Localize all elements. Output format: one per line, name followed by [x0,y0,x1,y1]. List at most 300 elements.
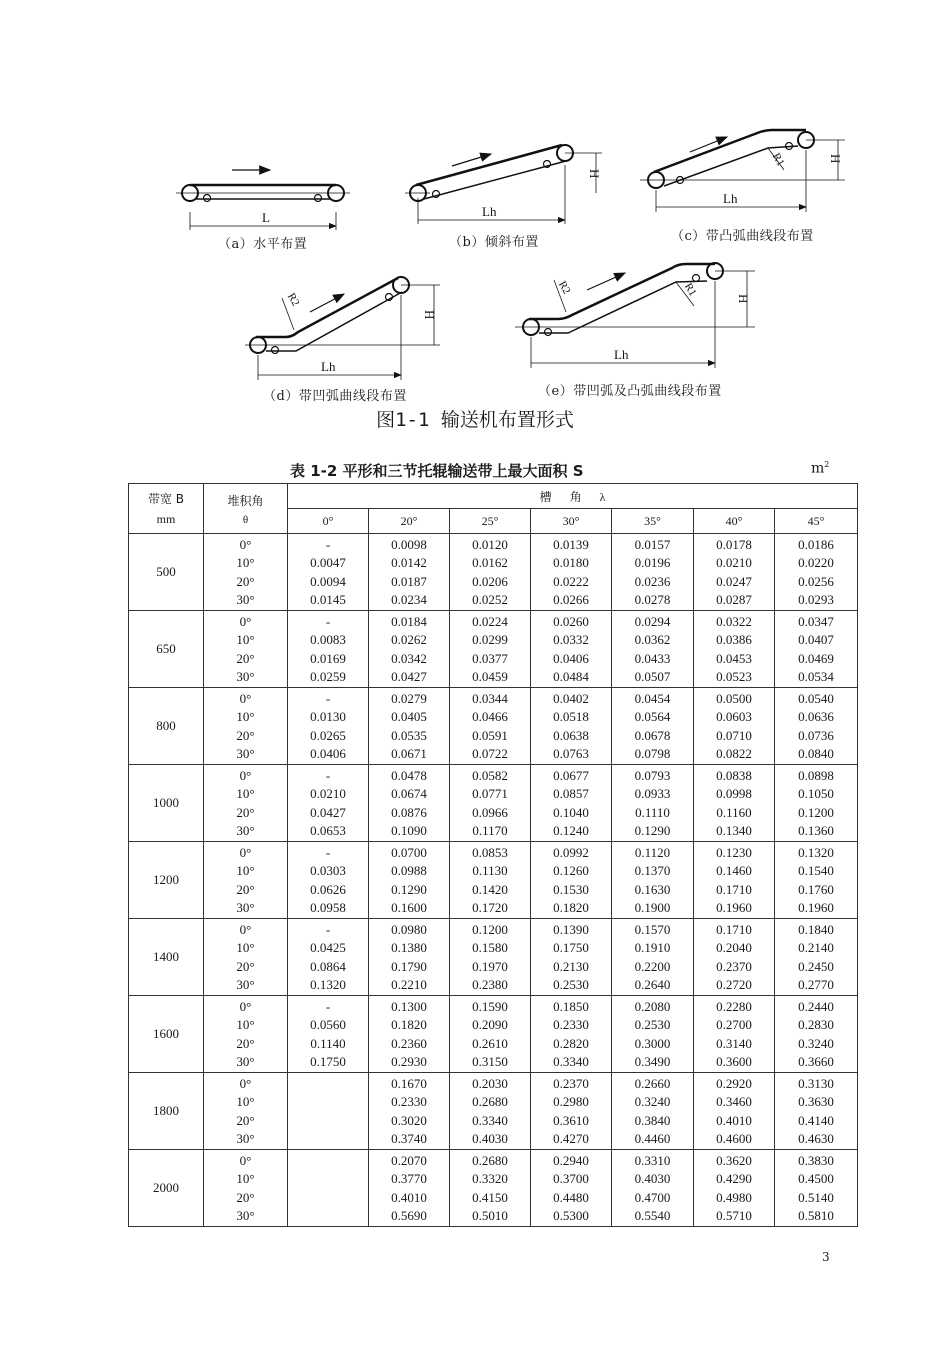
area-cell [694,534,775,611]
area-value: 0.0262 [391,632,427,648]
theta-value: 10° [236,940,255,956]
table-row [129,919,858,996]
area-value [288,1189,368,1206]
table-row [129,1073,858,1150]
area-value: 0.2610 [472,1035,508,1051]
theta-cell [204,1073,288,1150]
theta-value: 20° [236,1035,255,1051]
belt-width-cell: 2000 [129,1150,204,1227]
area-cell [531,611,612,688]
area-value: 0.2090 [472,1017,508,1033]
area-value: 0.3000 [634,1035,671,1051]
area-value: 0.0564 [634,709,671,725]
area-cell [775,996,858,1073]
area-value: 0.2130 [553,958,589,974]
label-e-H: H [736,294,751,304]
area-value: 0.0958 [310,899,346,915]
diagram-b-inclined [405,145,602,224]
area-cell [369,842,450,919]
area-value: 0.2370 [553,1076,589,1091]
area-cell [531,765,612,842]
label-e-Lh: Lh [614,347,629,362]
area-value: 0.1850 [553,999,589,1014]
area-value: 0.1580 [472,940,508,956]
theta-cell [204,842,288,919]
label-a-L: L [262,210,270,225]
area-cell [369,1073,450,1150]
area-value: 0.5540 [634,1207,671,1223]
conveyor-diagrams [0,0,950,440]
area-value: 0.4010 [391,1189,427,1205]
theta-value: 20° [236,650,255,666]
area-value: 0.0840 [798,745,834,761]
area-value [288,1075,368,1092]
area-value: 0.1630 [634,881,671,897]
area-value: 0.4030 [634,1171,671,1187]
area-value: 0.0157 [634,537,671,552]
area-value: - [325,922,331,937]
area-value: 0.3310 [634,1153,671,1168]
theta-value: 30° [236,822,255,838]
area-value: 0.0234 [391,591,427,607]
area-value: 0.5710 [716,1207,752,1223]
area-value: 0.0671 [391,745,427,761]
area-value: 0.2030 [472,1076,508,1091]
area-value [288,1207,368,1224]
area-value: 0.2660 [634,1076,671,1091]
area-value: 0.4290 [716,1171,752,1187]
area-value [288,1170,368,1187]
area-value: 0.5690 [391,1207,427,1223]
area-value: 0.0247 [716,573,752,589]
area-value: 0.4980 [716,1189,752,1205]
area-value: 0.0332 [553,632,589,648]
area-value: 0.1750 [310,1053,346,1069]
area-cell [369,611,450,688]
area-value: 0.0736 [798,727,834,743]
area-cell [531,919,612,996]
area-value: 0.1390 [553,922,589,937]
header-trough-angle: 槽 角 λ [288,484,858,509]
area-value [288,1093,368,1110]
theta-value: 0° [239,999,252,1014]
area-cell [612,1150,694,1227]
area-value: 0.1720 [472,899,508,915]
area-value: 0.1090 [391,822,427,838]
theta-value: 0° [239,1076,252,1091]
area-value: 0.1590 [472,999,508,1014]
max-area-table [128,483,858,1227]
area-value: 0.0838 [716,768,752,783]
area-value: - [325,999,331,1014]
area-value: 0.0260 [553,614,589,629]
area-value: 0.0798 [634,745,671,761]
area-value: 0.1200 [472,922,508,937]
area-value: 0.3700 [553,1171,589,1187]
theta-value: 10° [236,709,255,725]
area-value: 0.2210 [391,976,427,992]
theta-value: 0° [239,614,252,629]
area-value: 0.3130 [798,1076,834,1091]
area-value: 0.0303 [310,863,346,879]
area-value: 0.2450 [798,958,834,974]
theta-cell [204,611,288,688]
theta-value: 30° [236,745,255,761]
header-belt-width: 带宽 B mm [129,484,204,534]
area-cell [369,1150,450,1227]
area-cell [450,1073,531,1150]
area-value: 0.3140 [716,1035,752,1051]
label-e-R2: R2 [555,279,573,297]
area-value: 0.1910 [634,940,671,956]
area-value: 0.1040 [553,804,589,820]
area-value: 0.2530 [634,1017,671,1033]
area-value: 0.2680 [472,1094,508,1110]
theta-value: 20° [236,804,255,820]
area-value: 0.3340 [472,1112,508,1128]
table-body [129,534,858,1227]
area-value: 0.0534 [798,668,834,684]
area-cell [775,1150,858,1227]
area-value: 0.4010 [716,1112,752,1128]
theta-value: 30° [236,976,255,992]
area-cell [612,919,694,996]
area-value: 0.2330 [553,1017,589,1033]
area-value: 0.3600 [716,1053,752,1069]
area-value: 0.0518 [553,709,589,725]
area-cell [612,534,694,611]
area-value: 0.1140 [310,1035,346,1051]
area-cell [775,1073,858,1150]
area-cell [775,842,858,919]
area-value: 0.1960 [716,899,752,915]
belt-width-cell: 1200 [129,842,204,919]
area-value: 0.0083 [310,632,346,648]
area-value: 0.0966 [472,804,508,820]
theta-value: 0° [239,537,252,552]
area-value: 0.1380 [391,940,427,956]
theta-value: 0° [239,922,252,937]
area-value: 0.1570 [634,922,671,937]
header-angle-1: 20° [369,509,450,534]
area-value: 0.0406 [310,745,346,761]
area-value: 0.0139 [553,537,589,552]
area-value: 0.1170 [472,822,508,838]
area-value: 0.1240 [553,822,589,838]
area-value: - [325,845,331,860]
area-value: 0.0265 [310,727,346,743]
area-value: 0.0638 [553,727,589,743]
area-cell [288,688,369,765]
belt-width-cell: 800 [129,688,204,765]
area-value: 0.2530 [553,976,589,992]
area-cell [531,534,612,611]
area-value: 0.0857 [553,786,589,802]
theta-cell [204,919,288,996]
diagram-e-concave-convex [515,263,755,368]
area-value: 0.1360 [798,822,834,838]
area-cell [694,611,775,688]
label-c-R1: R1 [769,151,787,169]
area-value: 0.3150 [472,1053,508,1069]
area-cell [612,842,694,919]
area-value: 0.0876 [391,804,427,820]
area-cell [531,1073,612,1150]
theta-value: 30° [236,668,255,684]
area-value: 0.1820 [553,899,589,915]
label-e-R1: R1 [681,281,699,299]
table-row [129,842,858,919]
area-cell [450,996,531,1073]
area-value: 0.0427 [310,804,346,820]
belt-width-cell: 500 [129,534,204,611]
area-cell [775,919,858,996]
area-value: 0.2640 [634,976,671,992]
area-value: 0.0469 [798,650,834,666]
area-value: 0.1320 [798,845,834,860]
area-value: 0.0980 [391,922,427,937]
area-value: 0.2330 [391,1094,427,1110]
figure-title: 图1-1 输送机布置形式 [376,409,574,431]
area-value: 0.0299 [472,632,508,648]
theta-cell [204,765,288,842]
area-cell [694,688,775,765]
diagram-c-convex [640,130,845,212]
area-cell [694,1073,775,1150]
area-value: 0.0771 [472,786,508,802]
theta-value: 10° [236,1017,255,1033]
area-value: 0.0406 [553,650,589,666]
area-value: 0.1300 [391,999,427,1014]
area-cell [369,765,450,842]
caption-a: （a）水平布置 [218,237,308,252]
area-value: 0.4140 [798,1112,834,1128]
area-value: 0.2680 [472,1153,508,1168]
area-value: 0.0933 [634,786,671,802]
area-value: 0.0377 [472,650,508,666]
area-value: 0.1290 [391,881,427,897]
area-cell [531,1150,612,1227]
theta-value: 20° [236,1189,255,1205]
theta-value: 0° [239,1153,252,1168]
theta-value: 30° [236,591,255,607]
header-surcharge-angle: 堆积角 θ [204,484,288,534]
label-c-H: H [828,154,843,164]
area-value: 0.0677 [553,768,589,783]
header-angle-6: 45° [775,509,858,534]
area-value: 0.0407 [798,632,834,648]
theta-value: 30° [236,1130,255,1146]
caption-b: （b）倾斜布置 [449,235,539,250]
area-value: 0.3620 [716,1153,752,1168]
diagram-d-concave [245,277,440,380]
area-value: 0.1320 [310,976,346,992]
area-value: 0.0386 [716,632,752,648]
area-value: 0.1960 [798,899,834,915]
area-value: 0.0710 [716,727,752,743]
area-cell [531,996,612,1073]
area-cell [775,534,858,611]
belt-width-cell: 1800 [129,1073,204,1150]
area-value: 0.0256 [798,573,834,589]
theta-value: 0° [239,845,252,860]
area-value: 0.3630 [798,1094,834,1110]
area-value: 0.1820 [391,1017,427,1033]
area-value: 0.0523 [716,668,752,684]
header-angle-3: 30° [531,509,612,534]
table-row [129,1150,858,1227]
area-value: 0.0466 [472,709,508,725]
area-cell [450,842,531,919]
area-cell [612,765,694,842]
area-value: 0.3240 [634,1094,671,1110]
theta-value: 10° [236,786,255,802]
area-value: 0.1670 [391,1076,427,1091]
area-value: 0.0674 [391,786,427,802]
area-value [288,1112,368,1129]
area-value: 0.1540 [798,863,834,879]
area-value: 0.0162 [472,555,508,571]
table-row [129,996,858,1073]
area-value: 0.0278 [634,591,671,607]
area-value: 0.3240 [798,1035,834,1051]
area-value: 0.0178 [716,537,752,552]
area-value: 0.0853 [472,845,508,860]
page-number: 3 [822,1250,830,1264]
area-value: 0.1260 [553,863,589,879]
area-value: 0.0206 [472,573,508,589]
area-value: - [325,691,331,706]
theta-value: 20° [236,958,255,974]
area-value: 0.0988 [391,863,427,879]
area-cell [288,996,369,1073]
area-value: 0.0454 [634,691,671,706]
area-cell [694,765,775,842]
header-angle-0: 0° [288,509,369,534]
area-value: 0.2370 [716,958,752,974]
area-value: 0.3740 [391,1130,427,1146]
area-value: 0.0898 [798,768,834,783]
area-cell [288,1073,369,1150]
theta-value: 20° [236,881,255,897]
area-value: 0.1460 [716,863,752,879]
area-value: 0.0763 [553,745,589,761]
area-value: 0.0678 [634,727,671,743]
area-value: 0.4500 [798,1171,834,1187]
area-value: 0.0196 [634,555,671,571]
area-value: 0.1760 [798,881,834,897]
theta-value: 30° [236,1207,255,1223]
area-value: 0.0180 [553,555,589,571]
area-value: 0.1900 [634,899,671,915]
area-cell [288,611,369,688]
area-value: 0.0793 [634,768,671,783]
area-value: 0.1840 [798,922,834,937]
belt-width-cell: 650 [129,611,204,688]
header-angle-4: 35° [612,509,694,534]
area-value: 0.0094 [310,573,346,589]
area-cell [694,842,775,919]
area-value: 0.1120 [634,845,671,860]
theta-value: 0° [239,768,252,783]
area-value: 0.1790 [391,958,427,974]
header-angle-2: 25° [450,509,531,534]
area-value: 0.3340 [553,1053,589,1069]
area-value: 0.1340 [716,822,752,838]
label-c-Lh: Lh [723,191,738,206]
caption-e: （e）带凹弧及凸弧曲线段布置 [538,384,722,399]
area-value: 0.0591 [472,727,508,743]
area-value: 0.3770 [391,1171,427,1187]
area-value: 0.3840 [634,1112,671,1128]
area-value: 0.5810 [798,1207,834,1223]
area-value: 0.1970 [472,958,508,974]
area-value: - [325,537,331,552]
area-value: 0.0626 [310,881,346,897]
conveyor-layout-figure [0,0,950,440]
area-value: 0.1530 [553,881,589,897]
area-cell [694,1150,775,1227]
caption-c: （c）带凸弧曲线段布置 [671,229,814,244]
area-value: 0.0279 [391,691,427,706]
area-value: 0.0236 [634,573,671,589]
theta-value: 20° [236,1112,255,1128]
area-value: 0.1600 [391,899,427,915]
area-value: 0.2040 [716,940,752,956]
area-value: 0.0130 [310,709,346,725]
theta-value: 30° [236,899,255,915]
area-cell [775,765,858,842]
area-value: 0.0047 [310,555,346,571]
area-value: 0.0224 [472,614,508,629]
area-value: 0.0287 [716,591,752,607]
belt-width-cell: 1400 [129,919,204,996]
area-cell [450,1150,531,1227]
label-d-H: H [422,310,437,320]
table-row [129,688,858,765]
area-cell [612,1073,694,1150]
area-value: 0.3020 [391,1112,427,1128]
area-value: 0.0722 [472,745,508,761]
area-value: 0.0294 [634,614,671,629]
area-value: 0.1110 [635,804,670,820]
area-value: 0.0478 [391,768,427,783]
area-value: 0.5140 [798,1189,834,1205]
table-row [129,765,858,842]
area-cell [694,919,775,996]
area-value: 0.0864 [310,958,346,974]
area-value: 0.1290 [634,822,671,838]
area-value: 0.0347 [798,614,834,629]
area-value: 0.4270 [553,1130,589,1146]
area-value: 0.0342 [391,650,427,666]
area-value: 0.3610 [553,1112,589,1128]
area-value: 0.2280 [716,999,752,1014]
theta-value: 10° [236,555,255,571]
area-value: 0.4460 [634,1130,671,1146]
area-value: 0.0636 [798,709,834,725]
area-value: 0.1130 [472,863,508,879]
area-cell [612,996,694,1073]
area-cell [775,611,858,688]
area-value: 0.0402 [553,691,589,706]
area-cell [369,996,450,1073]
area-value: 0.2980 [553,1094,589,1110]
area-value: 0.0582 [472,768,508,783]
area-value: 0.2080 [634,999,671,1014]
belt-width-cell: 1600 [129,996,204,1073]
area-value: 0.1160 [716,804,752,820]
